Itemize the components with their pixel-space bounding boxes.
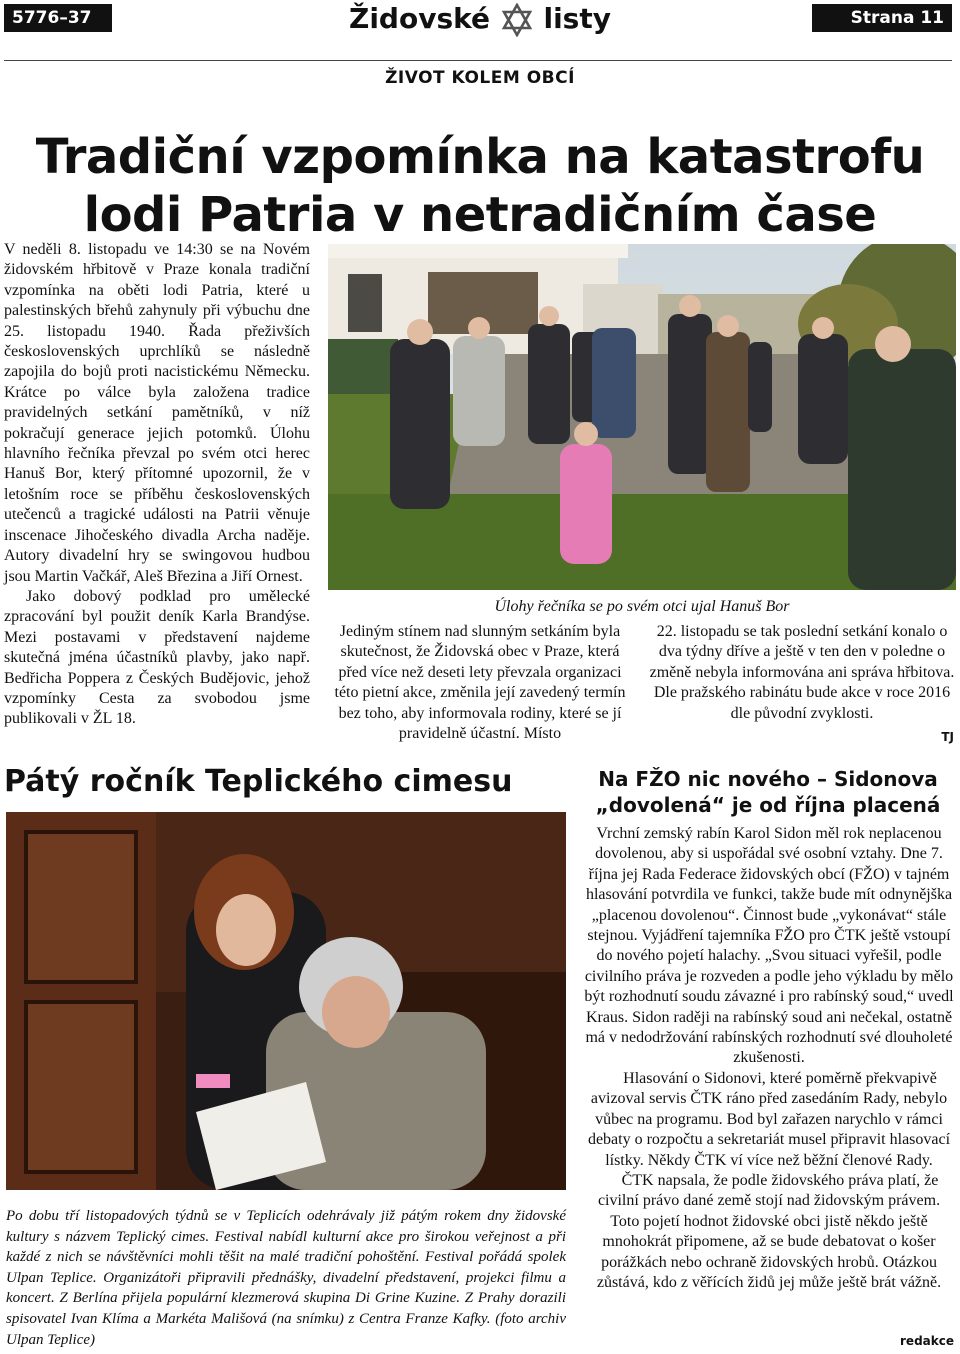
article1-photo-caption: Úlohy řečníka se po svém otci ujal Hanuš Bor — [494, 598, 790, 615]
article1-column-left — [4, 240, 310, 730]
masthead-title-right: listy — [543, 2, 611, 35]
article1-column-mid — [328, 622, 632, 744]
article3-paragraph: Hlasování o Sidonovi, které poměrně překvapivě avizoval servis ČTK ráno před zasedáním Rady, nebylo vůbec na programu. Bod byl zařazen narychlo v rámci debaty o rozpočtu a sekretariát musel připravit hlasovací lístky. Někdy ČTK ví více než běžní členové Rady. — [587, 1069, 951, 1169]
article3-headline: Na FŽO nic nového – Sidonova „dovolená“ je od října placená — [595, 767, 941, 817]
article2-headline: Pátý ročník Teplického cimesu — [4, 764, 513, 799]
issue-number: 5776–37 — [4, 4, 112, 32]
page-number: Strana 11 — [812, 4, 952, 32]
masthead — [330, 0, 630, 38]
article2-photo — [6, 812, 566, 1190]
article1-paragraph: Jako dobový podklad pro umělecké zpracování byl použit deník Karla Brandýse. Mezi postavami v představení najdeme skutečná jména účastníků plavby, jako např. Bedřicha Poppera z Českých Budějovic, jehož vzpomínky Cesta za svobodou jsme publikovali v ŽL 18. — [4, 587, 310, 728]
article1-paragraph: 22. listopadu se tak poslední setkání konalo o dva týdny dříve a ještě v ten den v poledne o změně nebyla informována ani správa hřbitova. Dle pražského rabinátu bude akce v roce 2016 dle původní zvyklosti. — [649, 623, 955, 722]
section-title: ŽIVOT KOLEM OBCÍ — [385, 68, 575, 88]
header-divider — [4, 60, 952, 61]
article1-headline: Tradiční vzpomínka na katastrofu lodi Patria v netradičním čase — [35, 129, 925, 243]
article3-signature: redakce — [900, 1334, 954, 1348]
article1-paragraph: Jediným stínem nad slunným setkáním byla skutečnost, že Židovská obec v Praze, která před více než deseti lety převzala organizaci této pietní akce, změnila její zavedený termín bez toho, aby informovala rodiny, které se jí pravidelně účastní. Místo — [334, 623, 626, 743]
article1-column-right — [648, 622, 956, 724]
article1-signature: TJ — [941, 730, 954, 744]
article3-body — [582, 824, 956, 1293]
masthead-title-left: Židovské — [349, 2, 490, 35]
star-of-david-icon — [500, 3, 534, 37]
article3-paragraph: ČTK napsala, že podle židovského práva platí, že civilní právo dané země stojí nad židovským právem. Toto pojetí hodnot židovské obci jistě někdo ještě mnohokrát připomene, až se bude debatovat o košer porážkách nebo ochraně židovských hrobů. Otázkou zůstává, kdo z věřících židů jej může ještě brát vážně. — [596, 1171, 942, 1291]
article2-caption: Po dobu tří listopadových týdnů se v Teplicích odehrávaly již pátým rokem dny židovské kultury s názvem Teplický cimes. Festival nabídl kulturní akce pro širokou veřejnost a při každé z nich se návštěvníci mohli těšit na malé tradiční pohoštění. Festival pořádá spolek Ulpan Teplice. Organizátoři připravili přednášky, divadelní představení, projekci filmu a koncert. Z Berlína přijela populární klezmerová skupina Di Grine Kuzine. Z Prahy dorazili spisovatel Ivan Klíma a Markéta Mališová (na snímku) z Centra Franze Kafky. (foto archiv Ulpan Teplice) — [6, 1208, 566, 1348]
article1-paragraph: V neděli 8. listopadu ve 14:30 se na Novém židovském hřbitově v Praze konala tradiční vzpomínka na oběti lodi Patria, které u palestinských břehů zahynuly při výbuchu dne 25. listopadu 1940. Řada přeživších československých uprchlíků se následně zapojila do bojů proti nacistickému Německu. Krátce po válce byla založena tradice pravidelných setkání pamětníků, v níž pokračují generace jejich potomků. Úlohu hlavního řečníka převzal po svém otci herec Hanuš Bor, který přítomné upozornil, že v letošním roce se příběhu československých utečenců a tragické události na Patrii věnuje inscenace Jihočeského divadla Archa naděje. Autory divadelní hry se swingovou hudbou jsou Martin Vačkář, Aleš Březina a Jiří Ornest. — [4, 241, 310, 585]
article1-photo — [328, 244, 956, 590]
article3-paragraph: Vrchní zemský rabín Karol Sidon měl rok neplacenou dovolenou, aby si uspořádal své osobní vztahy. Dne 7. října jej Rada Federace židovských obcí (FŽO) v tajném hlasování potvrdila ve funkci, takže bude mít odnynějška „placenou dovolenou“. Činnost bude „vykonávat“ stále stejnou. Vyjádření tajemníka FŽO pro ČTK ještě vstoupí do nového pojetí halachy. „Svou situaci vyřešil, podle civilního práva je rozveden a podle jeho výkladu by mělo být rozhodnutí soudu závazné i pro rabínský soud,“ uvedl Kraus. Sidon raději na rabínský soud ani nečekal, ostatně má v nedodržování rabínských rozhodnutí své dlouholeté zkušenosti. — [584, 825, 954, 1067]
